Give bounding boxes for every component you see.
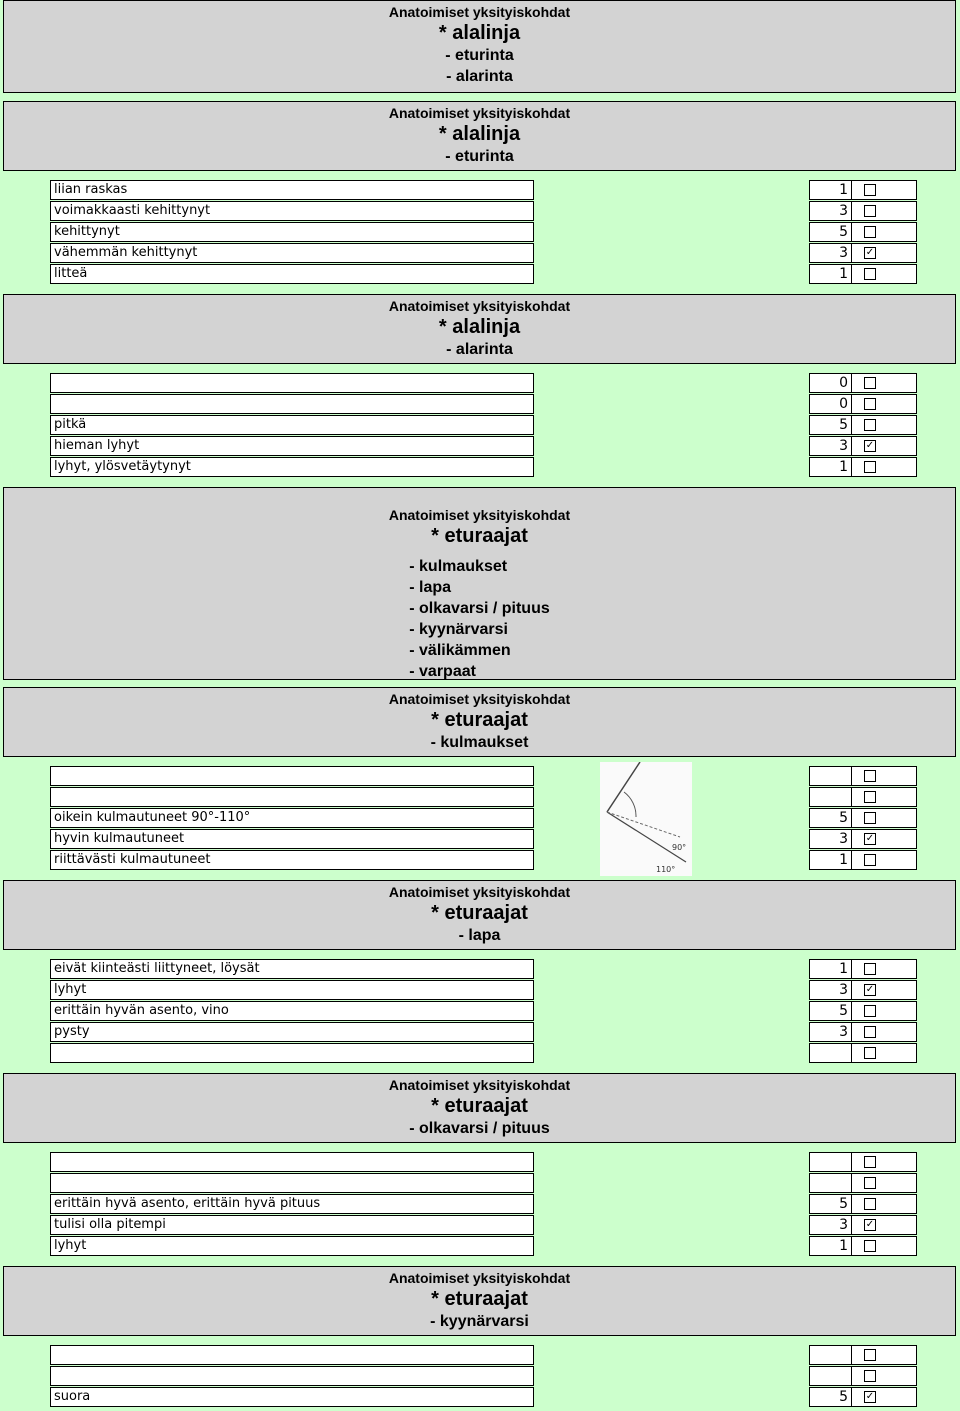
score-checkbox-cell (852, 181, 916, 199)
angle-diagram (600, 762, 692, 876)
empty-checkbox[interactable] (864, 1026, 876, 1038)
criteria-list (50, 1152, 534, 1257)
score-checkbox-cell (852, 1153, 916, 1171)
header-title: Anatoimiset yksityiskohdat (388, 105, 571, 121)
section-sub: - kulmaukset (409, 558, 508, 575)
criteria-row (50, 1366, 534, 1386)
empty-checkbox[interactable] (864, 226, 876, 238)
section-sub: - lapa (458, 927, 501, 944)
criteria-row: pitkä (50, 415, 534, 435)
score-value: 3 (810, 1023, 852, 1041)
score-value: 5 (810, 223, 852, 241)
score-value: 3 (810, 437, 852, 455)
score-checkbox-cell (852, 437, 916, 455)
score-value: 5 (810, 809, 852, 827)
score-value: 1 (810, 1237, 852, 1255)
section-heading: * alalinja (438, 123, 521, 145)
criteria-row: hyvin kulmautuneet (50, 829, 534, 849)
score-checkbox-cell (852, 1367, 916, 1385)
score-value: 0 (810, 395, 852, 413)
header-title: Anatoimiset yksityiskohdat (388, 507, 571, 523)
score-checkbox-cell (852, 458, 916, 476)
score-checkbox-cell (852, 416, 916, 434)
empty-checkbox[interactable] (864, 268, 876, 280)
section-heading: * eturaajat (431, 709, 528, 731)
score-checkbox-cell (852, 265, 916, 283)
section-heading: * eturaajat (431, 902, 528, 924)
empty-checkbox[interactable] (864, 377, 876, 389)
empty-checkbox[interactable] (864, 205, 876, 217)
score-list (809, 180, 917, 285)
empty-checkbox[interactable] (864, 791, 876, 803)
header-title: Anatoimiset yksityiskohdat (388, 1270, 571, 1286)
lower-line (607, 812, 686, 862)
section-header (3, 1073, 956, 1143)
angle-arc (624, 792, 636, 817)
score-row (809, 959, 917, 979)
score-value: 3 (810, 244, 852, 262)
criteria-row (50, 787, 534, 807)
section-sub: - varpaat (409, 663, 476, 680)
criteria-row (50, 1152, 534, 1172)
score-checkbox-cell (852, 1023, 916, 1041)
criteria-row: riittävästi kulmautuneet (50, 850, 534, 870)
score-value: 0 (810, 374, 852, 392)
empty-checkbox[interactable] (864, 461, 876, 473)
criteria-row: litteä (50, 264, 534, 284)
header-title: Anatoimiset yksityiskohdat (388, 4, 571, 20)
score-checkbox-cell (852, 788, 916, 806)
score-checkbox-cell (852, 244, 916, 262)
empty-checkbox[interactable] (864, 854, 876, 866)
section-heading: * eturaajat (431, 1095, 528, 1117)
section-heading: * eturaajat (431, 1288, 528, 1310)
section-header (3, 880, 956, 950)
score-checkbox-cell (852, 223, 916, 241)
score-list (809, 959, 917, 1064)
header-title: Anatoimiset yksityiskohdat (388, 691, 571, 707)
section-sub: - eturinta (445, 47, 514, 64)
checked-checkbox[interactable]: ✓ (865, 247, 875, 258)
score-value: 1 (810, 960, 852, 978)
score-checkbox-cell (852, 202, 916, 220)
angle-diagram-image (600, 762, 692, 876)
score-row (809, 436, 917, 456)
score-row (809, 264, 917, 284)
section-sub: - kyynärvarsi (409, 621, 508, 638)
empty-checkbox[interactable] (864, 184, 876, 196)
criteria-row: suora (50, 1387, 534, 1407)
score-value (810, 1174, 852, 1192)
score-value: 3 (810, 202, 852, 220)
empty-checkbox[interactable] (864, 1156, 876, 1168)
empty-checkbox[interactable] (864, 1240, 876, 1252)
section-header (3, 487, 956, 680)
score-value (810, 767, 852, 785)
section-header (3, 0, 956, 93)
score-row (809, 1236, 917, 1256)
criteria-row: oikein kulmautuneet 90°-110° (50, 808, 534, 828)
section-sub: - olkavarsi / pituus (409, 1120, 550, 1137)
checked-checkbox[interactable]: ✓ (865, 984, 875, 995)
score-row (809, 201, 917, 221)
score-checkbox-cell (852, 1044, 916, 1062)
section-header (3, 687, 956, 757)
score-value: 5 (810, 1388, 852, 1406)
score-row (809, 222, 917, 242)
criteria-row (50, 1043, 534, 1063)
criteria-list (50, 180, 534, 285)
score-row (809, 1366, 917, 1386)
score-list (809, 766, 917, 871)
checked-checkbox[interactable]: ✓ (865, 1219, 875, 1230)
score-checkbox-cell (852, 1346, 916, 1364)
score-value: 1 (810, 181, 852, 199)
criteria-row: eivät kiinteästi liittyneet, löysät (50, 959, 534, 979)
score-list (809, 1345, 917, 1408)
score-row (809, 415, 917, 435)
criteria-row: pysty (50, 1022, 534, 1042)
criteria-row: erittäin hyvä asento, erittäin hyvä pituus (50, 1194, 534, 1214)
score-value: 1 (810, 265, 852, 283)
score-row (809, 1387, 917, 1407)
checked-checkbox[interactable]: ✓ (865, 1391, 875, 1402)
score-value: 3 (810, 830, 852, 848)
criteria-list (50, 959, 534, 1064)
score-row (809, 1001, 917, 1021)
score-row (809, 1345, 917, 1365)
score-checkbox-cell (852, 1216, 916, 1234)
score-value (810, 1367, 852, 1385)
criteria-row (50, 373, 534, 393)
score-row (809, 787, 917, 807)
criteria-row: erittäin hyvän asento, vino (50, 1001, 534, 1021)
criteria-row: lyhyt (50, 1236, 534, 1256)
score-value: 1 (810, 851, 852, 869)
empty-checkbox[interactable] (864, 1005, 876, 1017)
criteria-row (50, 394, 534, 414)
section-sub: - lapa (409, 579, 452, 596)
section-sub: - eturinta (445, 148, 514, 165)
criteria-row (50, 1345, 534, 1365)
score-checkbox-cell (852, 1002, 916, 1020)
score-checkbox-cell (852, 1174, 916, 1192)
section-header (3, 294, 956, 364)
score-value: 5 (810, 1195, 852, 1213)
criteria-list (50, 1345, 534, 1408)
score-checkbox-cell (852, 830, 916, 848)
checked-checkbox[interactable]: ✓ (865, 440, 875, 451)
header-title: Anatoimiset yksityiskohdat (388, 884, 571, 900)
score-value (810, 788, 852, 806)
criteria-row (50, 766, 534, 786)
empty-checkbox[interactable] (864, 770, 876, 782)
empty-checkbox[interactable] (864, 963, 876, 975)
section-sub: - olkavarsi / pituus (409, 600, 550, 617)
score-value (810, 1153, 852, 1171)
score-row (809, 1043, 917, 1063)
criteria-list (50, 373, 534, 478)
empty-checkbox[interactable] (864, 812, 876, 824)
score-value (810, 1044, 852, 1062)
criteria-list (50, 766, 534, 871)
score-checkbox-cell (852, 1388, 916, 1406)
checked-checkbox[interactable]: ✓ (865, 833, 875, 844)
section-sub: - kulmaukset (430, 734, 529, 751)
score-checkbox-cell (852, 851, 916, 869)
score-row (809, 1152, 917, 1172)
empty-checkbox[interactable] (864, 1047, 876, 1059)
score-checkbox-cell (852, 1195, 916, 1213)
score-checkbox-cell (852, 809, 916, 827)
header-title: Anatoimiset yksityiskohdat (388, 1077, 571, 1093)
score-row (809, 808, 917, 828)
score-list (809, 373, 917, 478)
section-sub: - kyynärvarsi (430, 1313, 529, 1330)
empty-checkbox[interactable] (864, 1177, 876, 1189)
score-row (809, 1215, 917, 1235)
score-value: 3 (810, 981, 852, 999)
score-row (809, 1173, 917, 1193)
score-value: 1 (810, 458, 852, 476)
criteria-row: liian raskas (50, 180, 534, 200)
criteria-row: tulisi olla pitempi (50, 1215, 534, 1235)
score-row (809, 394, 917, 414)
label-90: 90° (672, 843, 687, 852)
score-checkbox-cell (852, 960, 916, 978)
section-heading: * alalinja (438, 316, 521, 338)
score-checkbox-cell (852, 981, 916, 999)
upper-line (607, 762, 640, 812)
label-110: 110° (656, 865, 676, 874)
section-heading: * eturaajat (431, 525, 528, 547)
section-header (3, 101, 956, 171)
empty-checkbox[interactable] (864, 1349, 876, 1361)
score-row (809, 180, 917, 200)
empty-checkbox[interactable] (864, 398, 876, 410)
section-sub: - alarinta (446, 68, 513, 85)
criteria-row (50, 1173, 534, 1193)
empty-checkbox[interactable] (864, 1198, 876, 1210)
section-sub-list (409, 556, 549, 682)
score-row (809, 243, 917, 263)
criteria-row: vähemmän kehittynyt (50, 243, 534, 263)
section-header (3, 1266, 956, 1336)
criteria-row: lyhyt, ylösvetäytynyt (50, 457, 534, 477)
section-sub: - alarinta (446, 341, 513, 358)
score-row (809, 829, 917, 849)
criteria-row: hieman lyhyt (50, 436, 534, 456)
header-title: Anatoimiset yksityiskohdat (388, 298, 571, 314)
score-list (809, 1152, 917, 1257)
empty-checkbox[interactable] (864, 419, 876, 431)
score-checkbox-cell (852, 395, 916, 413)
section-sub: - välikämmen (409, 642, 511, 659)
section-heading: * alalinja (438, 22, 521, 44)
score-checkbox-cell (852, 1237, 916, 1255)
score-value: 5 (810, 1002, 852, 1020)
dashed-line (607, 812, 680, 837)
score-value: 5 (810, 416, 852, 434)
score-value (810, 1346, 852, 1364)
score-row (809, 457, 917, 477)
score-checkbox-cell (852, 767, 916, 785)
empty-checkbox[interactable] (864, 1370, 876, 1382)
criteria-row: lyhyt (50, 980, 534, 1000)
score-value: 3 (810, 1216, 852, 1234)
score-row (809, 980, 917, 1000)
score-row (809, 1022, 917, 1042)
score-row (809, 1194, 917, 1214)
score-row (809, 766, 917, 786)
score-row (809, 850, 917, 870)
criteria-row: voimakkaasti kehittynyt (50, 201, 534, 221)
score-checkbox-cell (852, 374, 916, 392)
criteria-row: kehittynyt (50, 222, 534, 242)
score-row (809, 373, 917, 393)
